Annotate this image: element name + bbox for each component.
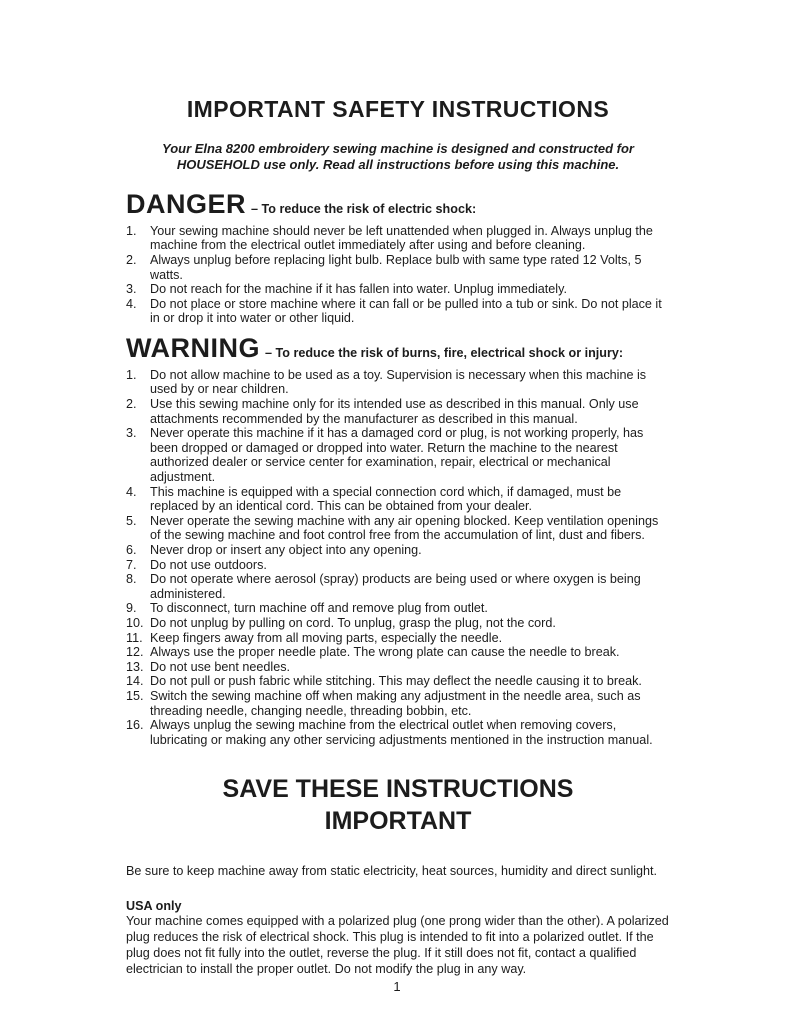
warning-list-item: Do not unplug by pulling on cord. To unplug, grasp the plug, not the cord. (150, 615, 556, 630)
danger-list-item: Do not place or store machine where it can fall or be pulled into a tub or sink. Do not place it in or drop it into water or other liquid. (150, 296, 662, 326)
warning-heading-subtext: – To reduce the risk of burns, fire, electrical shock or injury: (265, 345, 624, 360)
page-number: 1 (393, 979, 401, 994)
warning-list-item: Never operate the sewing machine with any air opening blocked. Keep ventilation openings of the sewing machine and foot control free from the accumulation of lint, dust and fibers. (150, 513, 659, 543)
warning-section (126, 332, 670, 747)
danger-list-item: Your sewing machine should never be left unattended when plugged in. Always unplug the machine from the electrical outlet immediately after using and before cleaning. (150, 223, 653, 253)
warning-list-item: Do not use outdoors. (150, 557, 267, 572)
warning-list-item: To disconnect, turn machine off and remove plug from outlet. (150, 601, 488, 616)
important-heading-line: IMPORTANT (324, 807, 472, 836)
warning-list-item: Do not allow machine to be used as a toy. Supervision is necessary when this machine is used by or near children. (150, 367, 647, 397)
danger-list (126, 224, 670, 326)
page-title: IMPORTANT SAFETY INSTRUCTIONS (186, 96, 610, 122)
danger-heading-word: DANGER (126, 188, 247, 219)
warning-list-item: Use this sewing machine only for its intended use as described in this manual. Only use attachments recommended by the manufacturer as described in this manual. (150, 397, 639, 426)
usa-only-paragraph: Your machine comes equipped with a polarized plug (one prong wider than the other). A polarized plug reduces the risk of electrical shock. This plug is intended to fit into a polarized outlet. If the plug does not fit fully into the outlet, reverse the plug. If it still does not fit, contact a qualified electrician to install the proper outlet. Do not modify the plug in any way. (126, 914, 669, 977)
danger-list-item: Do not reach for the machine if it has fallen into water. Unplug immediately. (150, 282, 567, 297)
warning-list-item: Do not operate where aerosol (spray) products are being used or where oxygen is being administered. (150, 572, 641, 601)
danger-section (126, 188, 670, 326)
warning-list-item: Never operate this machine if it has a damaged cord or plug, is not working properly, has been dropped or damaged or dropped into water. Return the machine to the nearest authorized dealer or service center for examination, repair, electrical or mechanical adjustment. (150, 426, 644, 485)
danger-heading (126, 188, 670, 219)
danger-heading-subtext: – To reduce the risk of electric shock: (251, 201, 477, 216)
save-heading-line: SAVE THESE INSTRUCTIONS (222, 775, 574, 804)
warning-list-item: This machine is equipped with a special connection cord which, if damaged, must be replaced by an identical cord. This can be obtained from your dealer. (150, 484, 622, 514)
warning-list (126, 368, 670, 747)
warning-list-item: Keep fingers away from all moving parts, especially the needle. (150, 630, 503, 645)
save-instructions-heading (126, 773, 670, 837)
warning-list-item: Always unplug the sewing machine from the electrical outlet when removing covers, lubricating or making any other servicing adjustments mentioned in the instruction manual. (150, 718, 653, 747)
warning-list-item: Always use the proper needle plate. The wrong plate can cause the needle to break. (150, 645, 620, 660)
warning-heading (126, 332, 670, 363)
warning-list-item: Never drop or insert any object into any opening. (150, 543, 422, 557)
warning-heading-word: WARNING (126, 332, 260, 363)
intro-paragraph: Your Elna 8200 embroidery sewing machine is designed and constructed for HOUSEHOLD use only. Read all instructions before using this machine. (162, 141, 634, 172)
static-electricity-note: Be sure to keep machine away from static electricity, heat sources, humidity and direct sunlight. (126, 864, 658, 879)
warning-list-item: Switch the sewing machine off when making any adjustment in the needle area, such as threading needle, changing needle, threading bobbin, etc. (150, 688, 641, 718)
danger-list-item: Always unplug before replacing light bulb. Replace bulb with same type rated 12 Volts, 5 watts. (150, 252, 642, 282)
warning-list-item: Do not use bent needles. (150, 659, 291, 674)
warning-list-item: Do not pull or push fabric while stitching. This may deflect the needle causing it to break. (150, 674, 642, 689)
usa-only-heading: USA only (126, 899, 182, 914)
